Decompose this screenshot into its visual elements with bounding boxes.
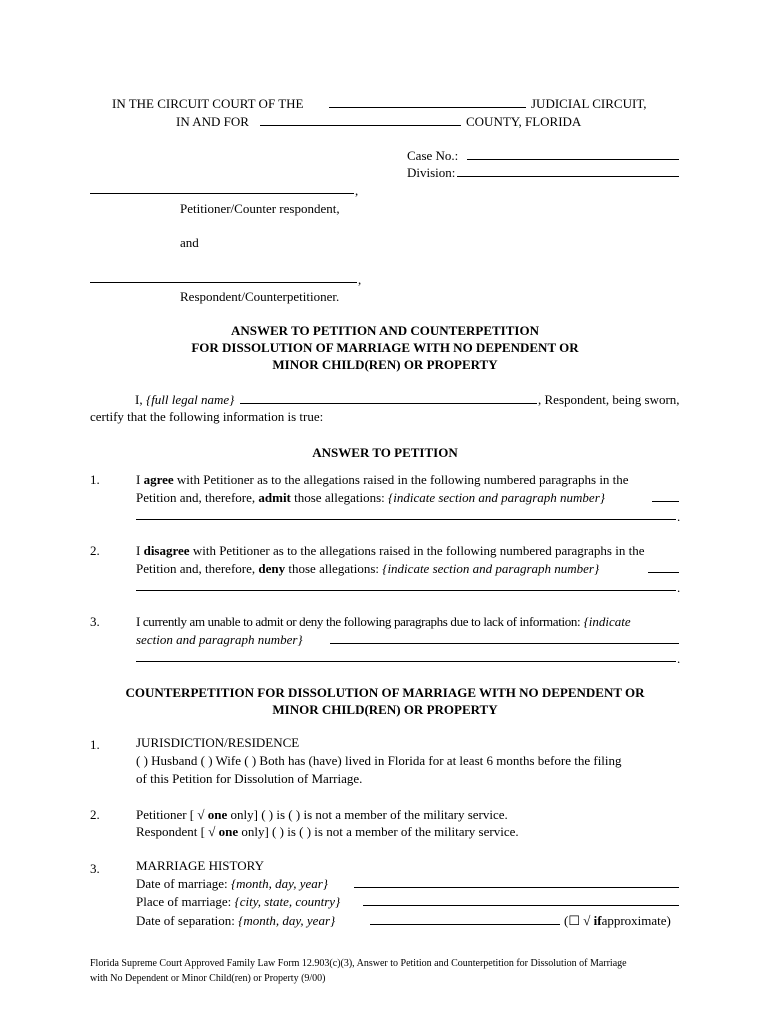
- date-of-separation-field[interactable]: [370, 924, 560, 925]
- counterpetition-heading-line1: COUNTERPETITION FOR DISSOLUTION OF MARRIAGE WITH NO DEPENDENT OR: [125, 685, 645, 700]
- respondent-comma: ,: [358, 272, 362, 287]
- petitioner-name-field[interactable]: [90, 193, 354, 194]
- oath-prefix: I,: [135, 392, 143, 407]
- deny-paragraphs-field-a[interactable]: [648, 572, 679, 573]
- counter-item-2-number: 2.: [90, 807, 100, 822]
- answer-item-2-line1: I disagree with Petitioner as to the allegations raised in the following numbered paragraphs in the: [136, 543, 645, 558]
- counterpetition-heading-line2: MINOR CHILD(REN) OR PROPERTY: [272, 702, 498, 717]
- admit-paragraphs-field-a[interactable]: [652, 501, 679, 502]
- division-label: Division:: [407, 165, 456, 180]
- counter-item-3-number: 3.: [90, 861, 100, 876]
- county-field[interactable]: [260, 125, 461, 126]
- date-of-separation-label: Date of separation: {month, day, year}: [136, 913, 336, 928]
- petitioner-military-status[interactable]: Petitioner [ √ one only] ( ) is ( ) is not a member of the military service.: [136, 807, 508, 822]
- answer-heading: ANSWER TO PETITION: [312, 445, 458, 460]
- respondent-military-status[interactable]: Respondent [ √ one only] ( ) is ( ) is not a member of the military service.: [136, 824, 519, 839]
- oath-line2: certify that the following information is true:: [90, 409, 324, 424]
- deny-paragraphs-field-b[interactable]: [136, 590, 676, 591]
- place-of-marriage-label: Place of marriage: {city, state, country}: [136, 894, 341, 909]
- court-caption-line2-a: IN AND FOR: [176, 114, 249, 129]
- answer-item-1-number: 1.: [90, 472, 100, 487]
- date-of-marriage-label: Date of marriage: {month, day, year}: [136, 876, 328, 891]
- unknown-paragraphs-field-a[interactable]: [330, 643, 679, 644]
- form-footer-line2: with No Dependent or Minor Child(ren) or Property (9/00): [90, 973, 326, 984]
- division-field[interactable]: [457, 176, 679, 177]
- answer-item-3-line1: I currently am unable to admit or deny the following paragraphs due to lack of information: {indicate: [136, 614, 631, 629]
- counter-item-1-number: 1.: [90, 737, 100, 752]
- oath-name-hint: {full legal name}: [146, 392, 235, 407]
- case-no-label: Case No.:: [407, 148, 459, 163]
- answer-item-1-line1: I agree with Petitioner as to the allegations raised in the following numbered paragraphs in the: [136, 472, 629, 487]
- admit-paragraphs-field-b[interactable]: [136, 519, 676, 520]
- answer-item-1-line2: Petition and, therefore, admit those allegations: {indicate section and paragraph number}: [136, 490, 605, 505]
- court-caption-line1-b: JUDICIAL CIRCUIT,: [531, 96, 647, 111]
- document-title-line2: FOR DISSOLUTION OF MARRIAGE WITH NO DEPENDENT OR: [191, 340, 579, 355]
- petitioner-label: Petitioner/Counter respondent,: [180, 201, 340, 216]
- respondent-label: Respondent/Counterpetitioner.: [180, 289, 340, 304]
- answer-item-3-period: .: [677, 651, 681, 666]
- approximate-checkbox[interactable]: (☐ √ ifapproximate): [564, 913, 671, 928]
- answer-item-2-period: .: [677, 580, 681, 595]
- answer-item-2-line2: Petition and, therefore, deny those allegations: {indicate section and paragraph number}: [136, 561, 600, 576]
- full-legal-name-field[interactable]: [240, 403, 537, 404]
- unknown-paragraphs-field-b[interactable]: [136, 661, 676, 662]
- document-title-line3: MINOR CHILD(REN) OR PROPERTY: [272, 357, 498, 372]
- answer-item-3-line2: section and paragraph number}: [136, 632, 303, 647]
- marriage-history-title: MARRIAGE HISTORY: [136, 858, 264, 873]
- jurisdiction-title: JURISDICTION/RESIDENCE: [136, 735, 300, 750]
- case-no-field[interactable]: [467, 159, 679, 160]
- petitioner-comma: ,: [355, 183, 359, 198]
- answer-item-1-period: .: [677, 509, 681, 524]
- place-of-marriage-field[interactable]: [363, 905, 679, 906]
- and-label: and: [180, 235, 199, 250]
- respondent-name-field[interactable]: [90, 282, 357, 283]
- date-of-marriage-field[interactable]: [354, 887, 679, 888]
- residence-options[interactable]: ( ) Husband ( ) Wife ( ) Both has (have) lived in Florida for at least 6 months before the filing: [136, 753, 622, 768]
- oath-suffix: , Respondent, being sworn,: [538, 392, 680, 407]
- court-caption-line1-a: IN THE CIRCUIT COURT OF THE: [112, 96, 304, 111]
- answer-item-2-number: 2.: [90, 543, 100, 558]
- court-caption-line2-b: COUNTY, FLORIDA: [466, 114, 582, 129]
- residence-line2: of this Petition for Dissolution of Marriage.: [136, 771, 363, 786]
- document-title-line1: ANSWER TO PETITION AND COUNTERPETITION: [231, 323, 539, 338]
- answer-item-3-number: 3.: [90, 614, 100, 629]
- judicial-circuit-field[interactable]: [329, 107, 526, 108]
- form-footer-line1: Florida Supreme Court Approved Family Law Form 12.903(c)(3), Answer to Petition and Counterpetition for Dissolution of Marriage: [90, 958, 627, 969]
